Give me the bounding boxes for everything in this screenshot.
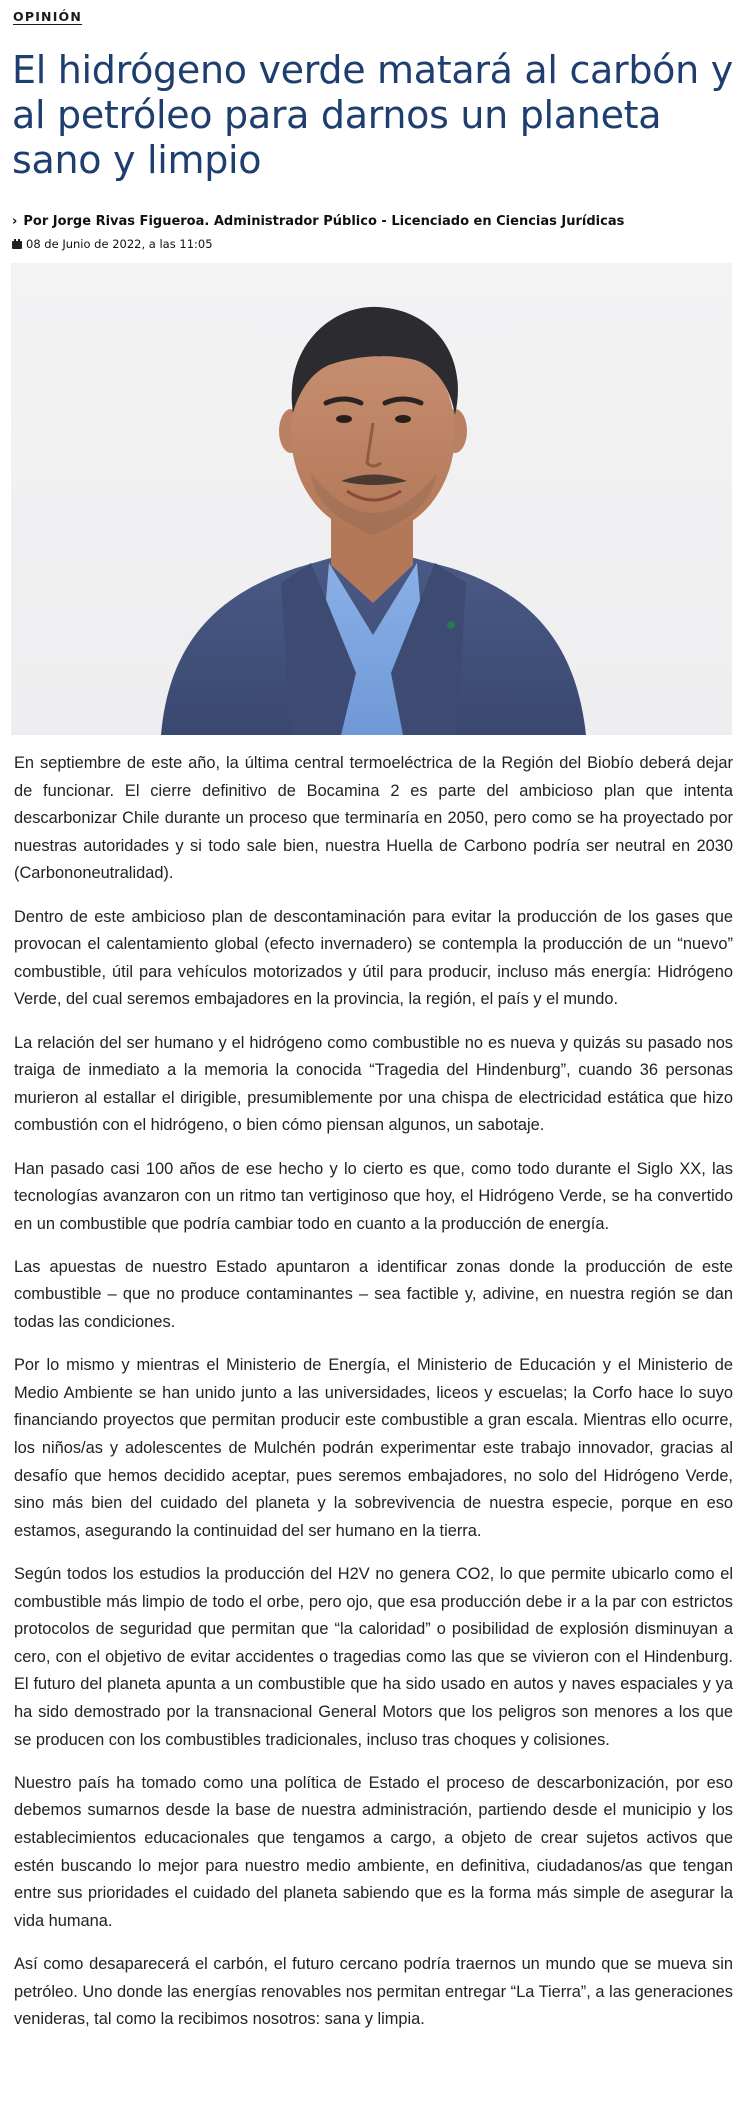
article-paragraph: Han pasado casi 100 años de ese hecho y lo cierto es que, como todo durante el Siglo XX, las tecnologías avanzaron con un ritmo tan vertiginoso que hoy, el Hidrógeno Verde, se ha convertido en un combustible que podría cambiar todo en cuanto a la producción de energía. [14,1159,733,1233]
date-text: 08 de Junio de 2022, a las 11:05 [26,237,213,251]
calendar-icon [12,239,22,249]
author-portrait-illustration [11,263,732,735]
article-paragraph: La relación del ser humano y el hidrógeno como combustible no es nueva y quizás su pasado nos traiga de inmediato a la memoria la conocida “Tragedia del Hindenburg”, cuando 36 personas murieron al estallar el dirigible, presumiblemente por una chispa de electricidad estática que hizo combustión con el hidrógeno, o bien cómo piensan algunos, un sabotaje. [14,1033,733,1135]
article-paragraph: Nuestro país ha tomado como una política de Estado el proceso de descarbonización, por eso debemos sumarnos desde la base de nuestra administración, partiendo desde el municipio y los establecimientos educacionales que tengamos a cargo, a objeto de crear sujetos activos que estén buscando lo mejor para nuestro medio ambiente, en definitiva, ciudadanos/as que tengan entre sus prioridades el cuidado del planeta sabiendo que es la forma más simple de asegurar la vida humana. [14,1773,733,1930]
author-text: Por Jorge Rivas Figueroa. Administrador Público - Licenciado en Ciencias Jurídicas [23,214,625,229]
article-paragraph: Las apuestas de nuestro Estado apuntaron a identificar zonas donde la producción de este combustible – que no produce contaminantes – sea factible y, adivine, en nuestra región se dan todas las condiciones. [14,1257,733,1332]
article-paragraph: Dentro de este ambicioso plan de descontaminación para evitar la producción de los gases que provocan el calentamiento global (efecto invernadero) se contempla la producción de un “nuevo” combustible, útil para vehículos motorizados y útil para producir, incluso más energía: Hidrógeno Verde, del cual seremos embajadores en la provincia, la región, el país y el mundo. [14,907,733,1009]
article-paragraph: En septiembre de este año, la última central termoeléctrica de la Región del Biobío deberá dejar de funcionar. El cierre definitivo de Bocamina 2 es parte del ambicioso plan que intenta descarbonizar Chile durante un proceso que terminaría en 2050, pero como se ha proyectado por nuestras autoridades y si todo sale bien, nuestra Huella de Carbono podría ser neutral en 2030 (Carbononeutralidad). [14,754,733,883]
author-photo [11,263,732,735]
article-paragraph: Por lo mismo y mientras el Ministerio de Energía, el Ministerio de Educación y el Ministerio de Medio Ambiente se han unido junto a las universidades, liceos y escuelas; la Corfo hace lo suyo financiando proyectos que permitan producir este combustible a gran escala. Mientras ello ocurre, los niños/as y adolescentes de Mulchén podrán experimentar este trabajo innovador, gracias al desafío que hemos decidido aceptar, pues seremos embajadores, no solo del Hidrógeno Verde, sino más bien del cuidado del planeta y la sobrevivencia de nuestra especie, porque en eso estamos, asegurando la continuidad del ser humano en la tierra. [14,1356,733,1540]
chevron-right-icon: › [12,214,18,229]
article-paragraph: Según todos los estudios la producción del H2V no genera CO2, lo que permite ubicarlo como el combustible más limpio de todo el orbe, pero ojo, que esa producción debe ir a la par con estrictos protocolos de seguridad que permitan que “la caloridad” o posibilidad de explosión disminuyan a cero, con el objetivo de evitar accidentes o tragedias como las que se vivieron con el Hindenburg. El futuro del planeta apunta a un combustible que ha sido usado en autos y naves espaciales y ya ha sido demostrado por la transnacional General Motors que los peligros son menores a los que se producen con los combustibles tradicionales, incluso tras choques y colisiones. [14,1565,733,1749]
category-link[interactable]: OPINIÓN [13,9,83,24]
author-line [12,214,624,229]
article-body [14,750,733,2049]
article-paragraph: Así como desaparecerá el carbón, el futuro cercano podría traernos un mundo que se mueva sin petróleo. Uno donde las energías renovables nos permitan entregar “La Tierra”, a las generaciones venideras, tal como la recibimos nosotros: sana y limpia. [14,1954,733,2029]
article-title: El hidrógeno verde matará al carbón y al petróleo para darnos un planeta sano y limpio [12,48,733,182]
date-line [12,237,213,251]
